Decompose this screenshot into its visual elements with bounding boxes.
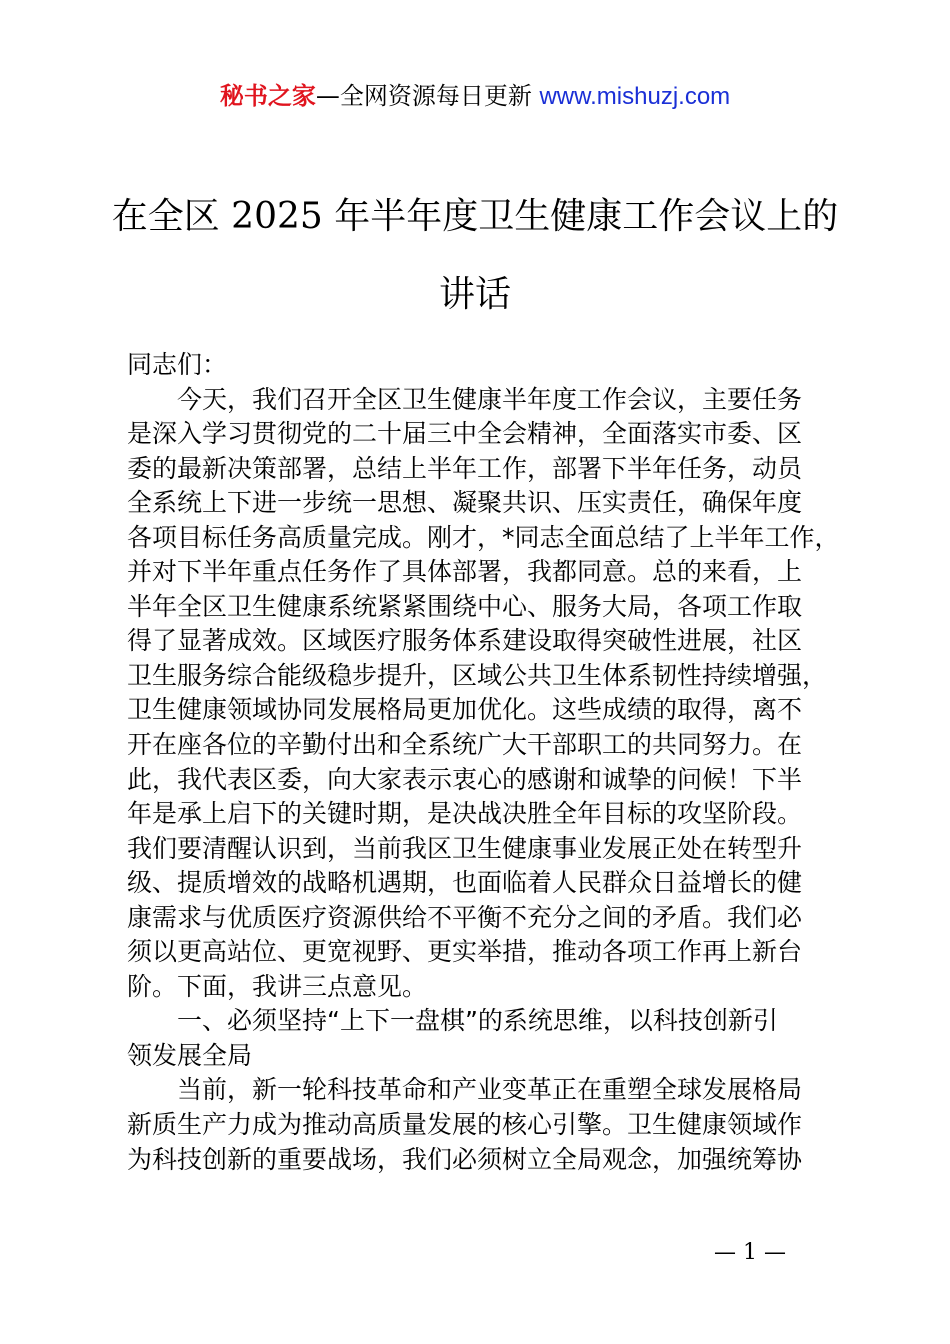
document-title [110, 178, 840, 334]
paragraph-line: 全系统上下进一步统一思想、凝聚共识、压实责任，确保年度 [127, 488, 803, 518]
paragraph-line: 级、提质增效的战略机遇期，也面临着人民群众日益增长的健 [127, 868, 803, 898]
paragraph-line: 当前，新一轮科技革命和产业变革正在重塑全球发展格局 [177, 1075, 803, 1105]
paragraph-line: 此，我代表区委，向大家表示衷心的感谢和诚挚的问候！下半 [127, 764, 803, 794]
paragraph-line: 须以更高站位、更宽视野、更实举措，推动各项工作再上新台 [127, 937, 803, 967]
paragraph-line: 得了显著成效。区域医疗服务体系建设取得突破性进展，社区 [127, 626, 803, 656]
paragraph-line: 康需求与优质医疗资源供给不平衡不充分之间的矛盾。我们必 [127, 902, 803, 932]
paragraph-line: 开在座各位的辛勤付出和全系统广大干部职工的共同努力。在 [127, 730, 803, 760]
salutation: 同志们： [127, 350, 228, 379]
paragraph-line: 半年全区卫生健康系统紧紧围绕中心、服务大局，各项工作取 [127, 591, 803, 621]
paragraph-line: 各项目标任务高质量完成。刚才，*同志全面总结了上半年工作， [127, 522, 840, 552]
site-banner [0, 80, 950, 113]
title-line-2: 讲话 [438, 274, 511, 315]
section-heading-continued: 领发展全局 [127, 1040, 253, 1070]
paragraph-line: 我们要清醒认识到，当前我区卫生健康事业发展正处在转型升 [127, 833, 803, 863]
page-number: — 1 — [714, 1240, 786, 1265]
paragraph-line: 委的最新决策部署，总结上半年工作，部署下半年任务，动员 [127, 453, 803, 483]
banner-brand: 秘书之家 [219, 82, 316, 110]
paragraph-line: 并对下半年重点任务作了具体部署，我都同意。总的来看，上 [127, 557, 803, 587]
document-body [127, 348, 839, 1177]
paragraph-line: 今天，我们召开全区卫生健康半年度工作会议，主要任务 [177, 384, 803, 414]
banner-tagline: —全网资源每日更新 [315, 82, 540, 110]
paragraph-line: 卫生服务综合能级稳步提升，区域公共卫生体系韧性持续增强， [127, 660, 828, 690]
paragraph-line: 新质生产力成为推动高质量发展的核心引擎。卫生健康领域作 [127, 1110, 803, 1140]
paragraph-line: 阶。下面，我讲三点意见。 [127, 971, 428, 1001]
banner-url-link[interactable]: www.mishuzj.com [539, 83, 731, 110]
paragraph-line: 是深入学习贯彻党的二十届三中全会精神，全面落实市委、区 [127, 419, 803, 449]
paragraph-line: 卫生健康领域协同发展格局更加优化。这些成绩的取得，离不 [127, 695, 803, 725]
section-heading: 一、必须坚持“上下一盘棋”的系统思维，以科技创新引 [177, 1006, 778, 1036]
paragraph-line: 年是承上启下的关键时期，是决战决胜全年目标的攻坚阶段。 [127, 799, 803, 829]
title-line-1: 在全区 2025 年半年度卫生健康工作会议上的 [111, 196, 839, 237]
paragraph-line: 为科技创新的重要战场，我们必须树立全局观念，加强统筹协 [127, 1144, 803, 1174]
